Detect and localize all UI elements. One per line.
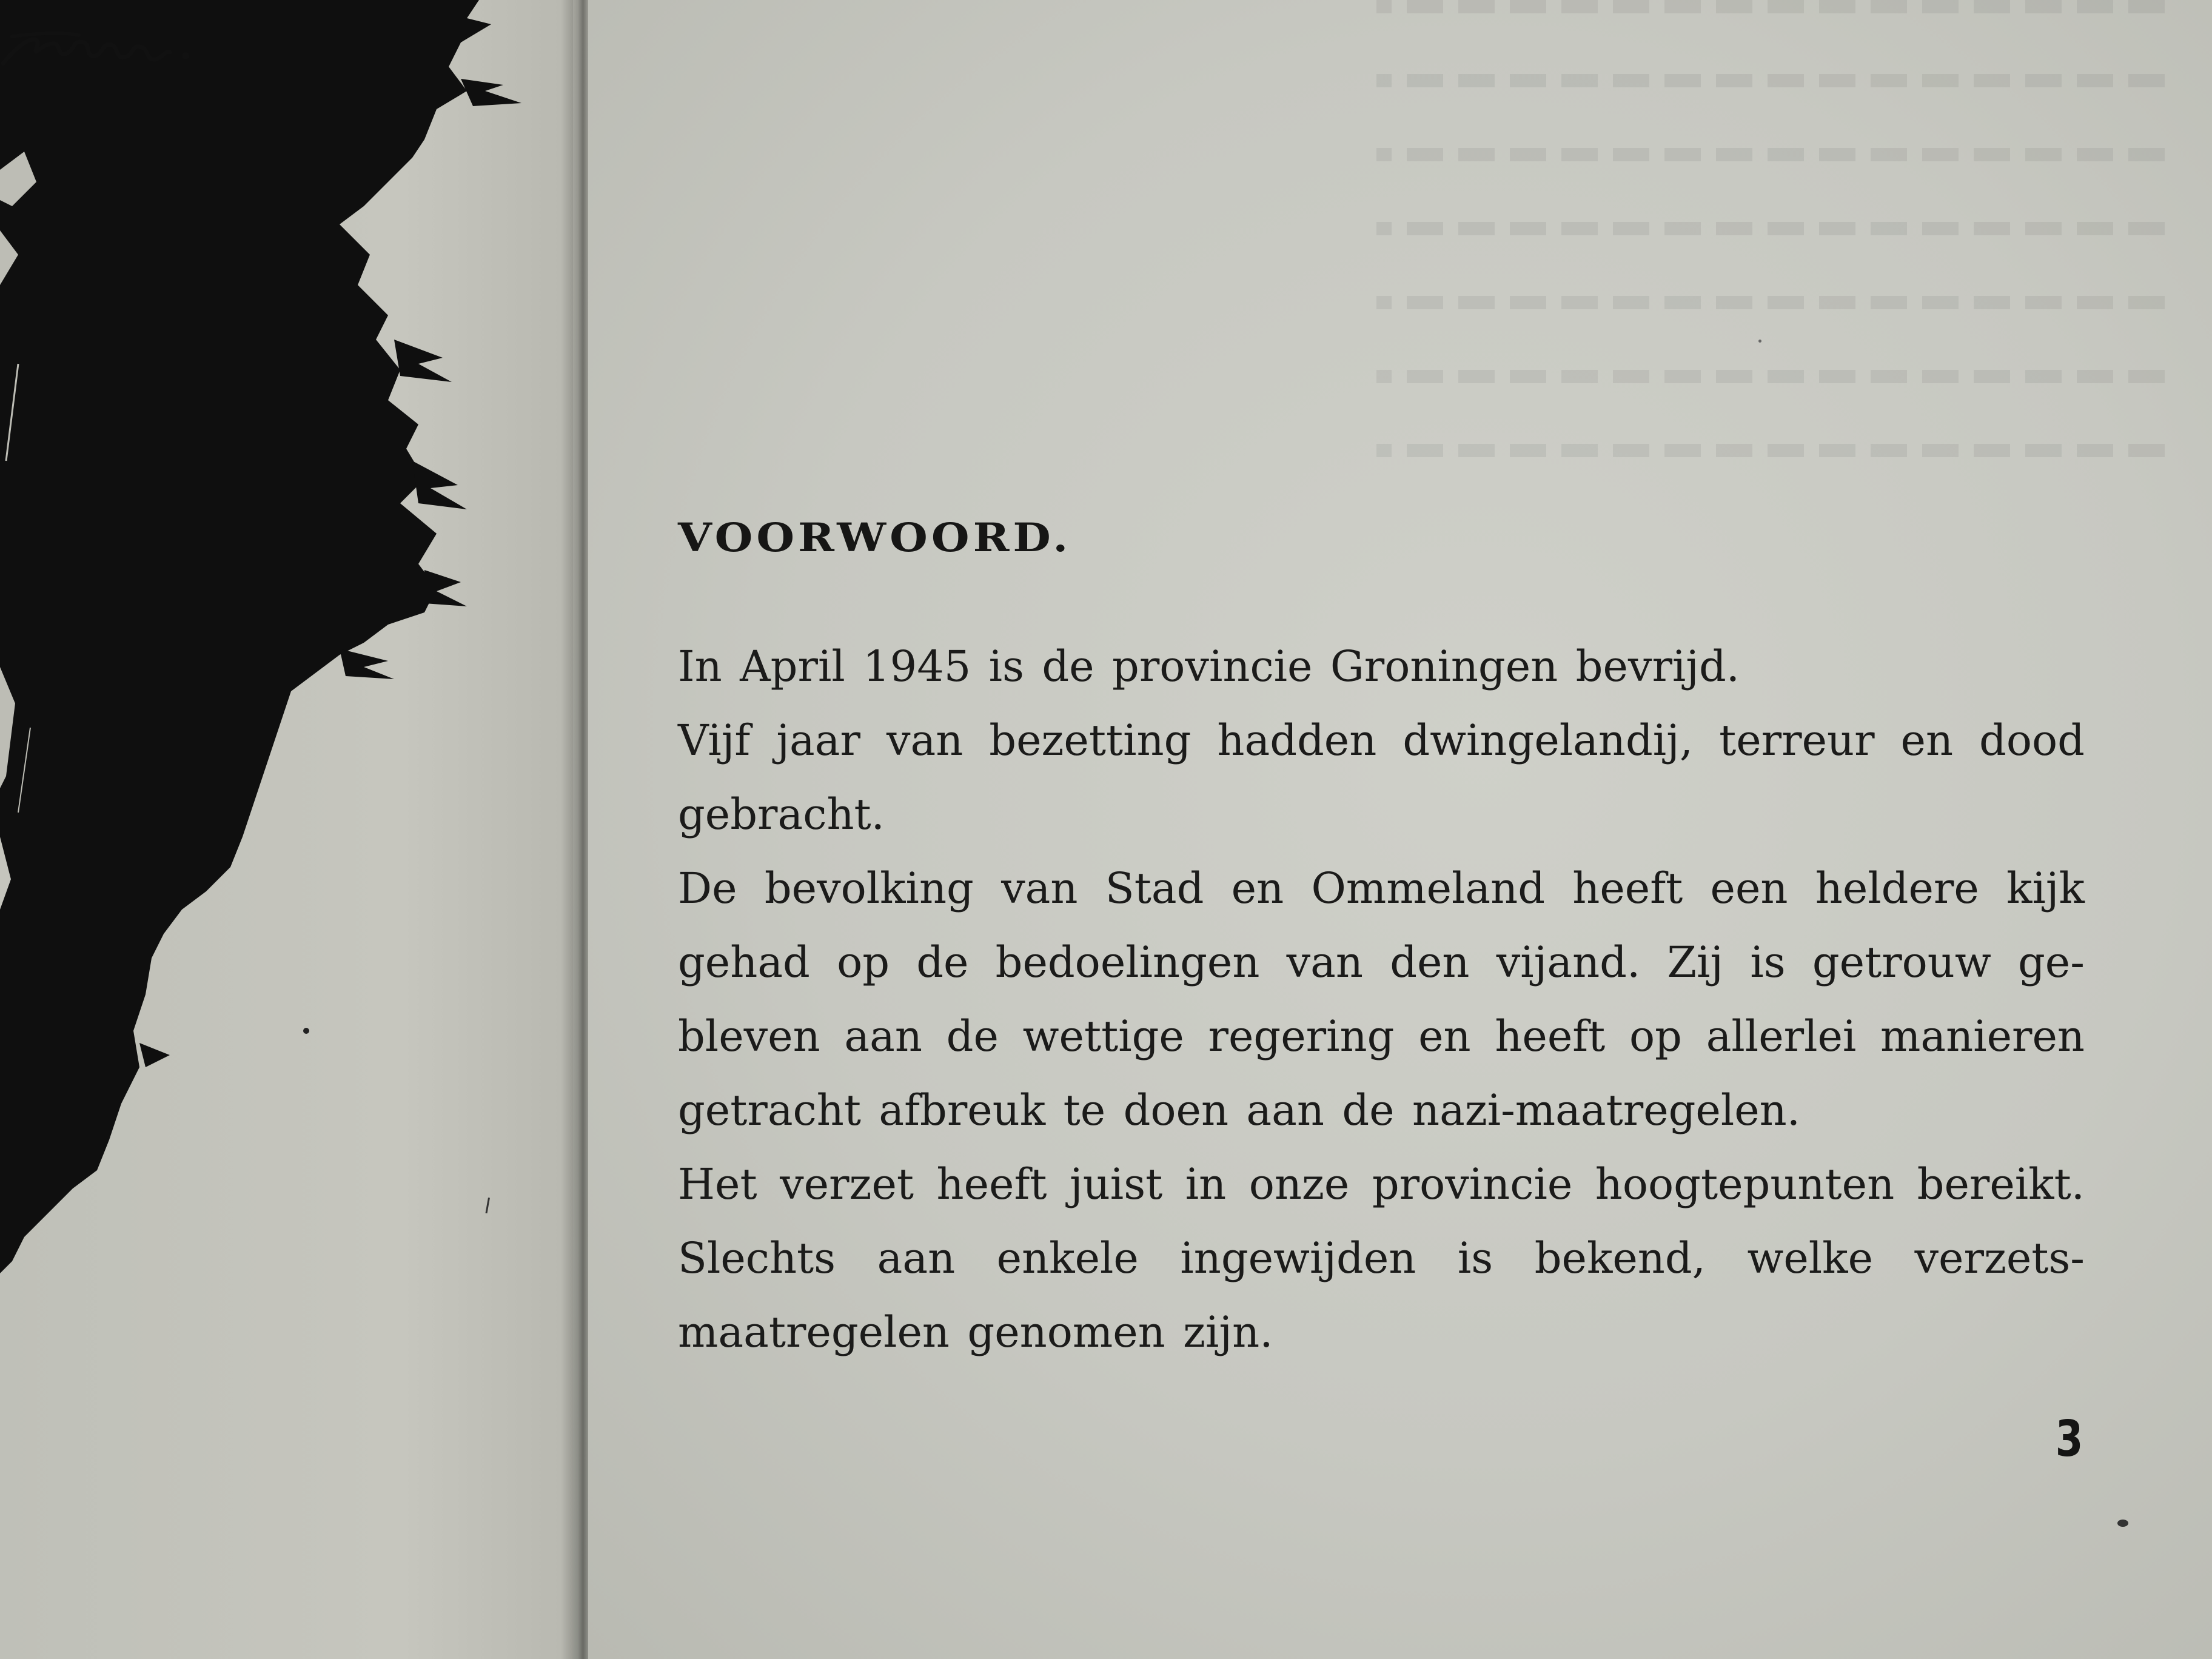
signature xyxy=(0,0,206,85)
text-line: Vijf jaar van bezetting hadden dwingelandij, terreur en dood xyxy=(678,716,2085,765)
left-page xyxy=(0,0,573,1659)
show-through-text xyxy=(1376,0,2165,546)
text-line: getracht afbreuk te doen aan de nazi-maatregelen. xyxy=(678,1085,1800,1135)
text-line: gebracht. xyxy=(678,789,885,839)
paper-speck xyxy=(2117,1520,2128,1527)
foreword-text xyxy=(678,514,2085,1369)
paper-speck xyxy=(1758,340,1761,343)
foreword-paragraphs xyxy=(678,629,2085,1369)
text-line: Het verzet heeft juist in onze provincie hoogtepunten bereikt. xyxy=(678,1159,2085,1209)
text-line: maatregelen genomen zijn. xyxy=(678,1307,1273,1357)
text-line: In April 1945 is de provincie Groningen bevrijd. xyxy=(678,642,1740,691)
page-number: 3 xyxy=(2055,1410,2083,1468)
ink-illustration xyxy=(0,0,573,1659)
text-line: De bevolking van Stad en Ommeland heeft een heldere kijk xyxy=(678,863,2085,913)
page-title: VOORWOORD. xyxy=(678,514,1072,561)
text-line: bleven aan de wettige regering en heeft op allerlei manieren xyxy=(678,1011,2085,1061)
text-line: Slechts aan enkele ingewijden is bekend, welke verzets- xyxy=(678,1233,2085,1283)
text-line: gehad op de bedoelingen van den vijand. Zij is getrouw ge- xyxy=(678,937,2085,987)
